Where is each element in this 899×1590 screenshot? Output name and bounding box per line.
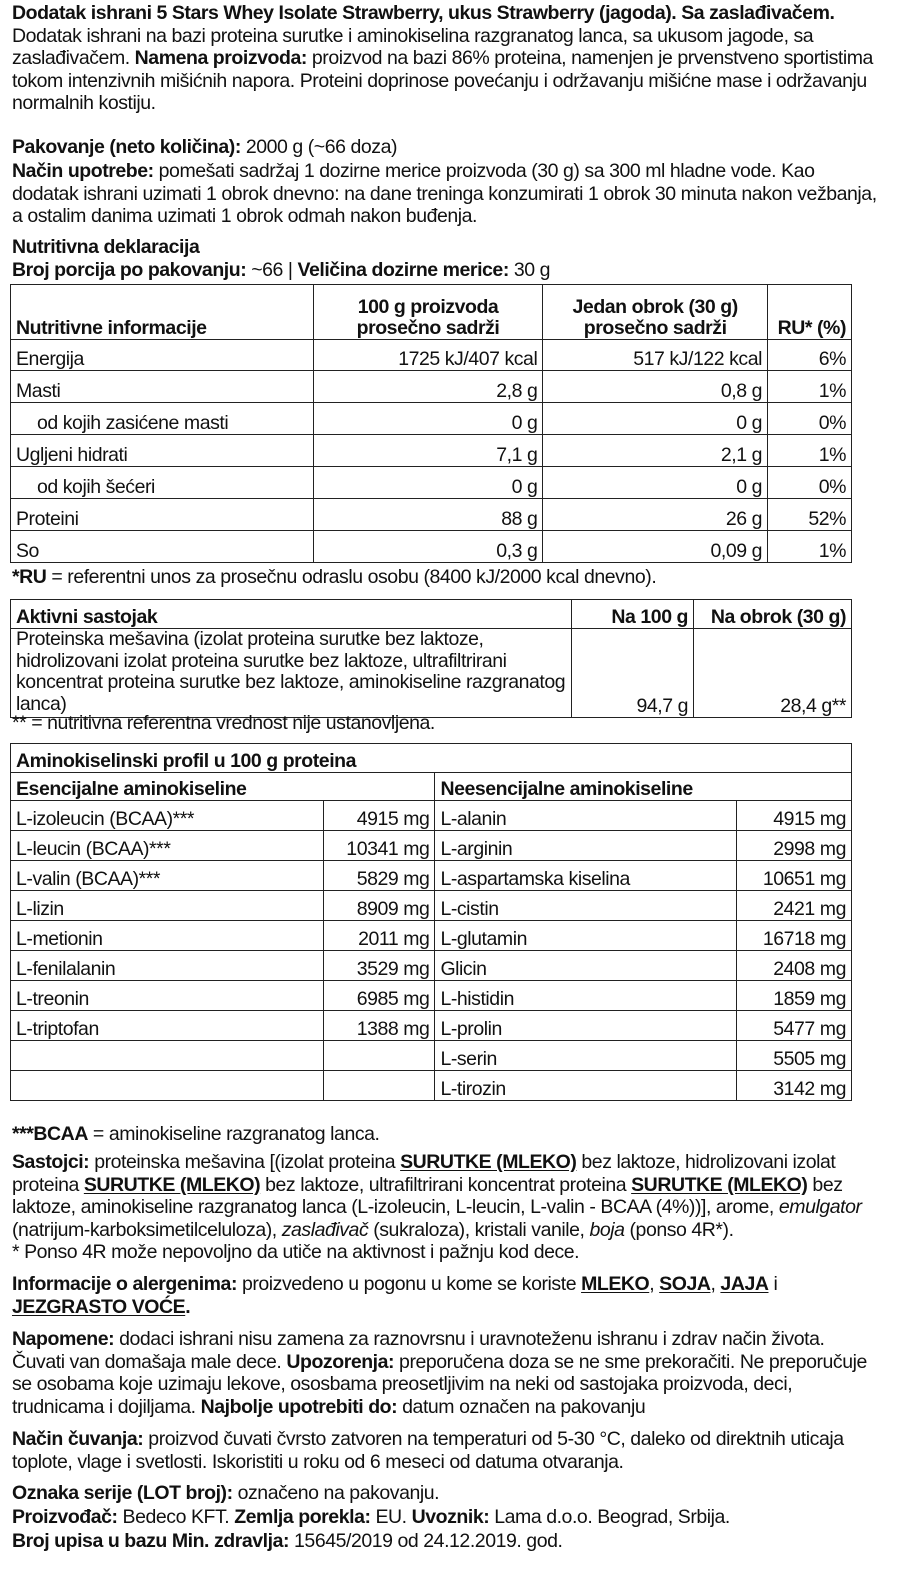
usage-label: Način upotrebe: (12, 160, 154, 182)
nonessential-value: 16718 mg (737, 921, 852, 951)
nutrient-name: od kojih šećeri (11, 467, 314, 499)
nutrient-ru: 52% (768, 499, 852, 531)
ingredients-label: Sastojci: (12, 1151, 90, 1173)
nutrient-per-serving: 0 g (543, 467, 768, 499)
amino-row (11, 831, 852, 861)
active-header-ingredient: Aktivni sastojak (16, 606, 158, 628)
nutrition-row (11, 403, 852, 435)
purpose-label: Namena proizvoda: (134, 47, 307, 69)
sweetener-term: zaslađivač (281, 1218, 369, 1241)
packaging-line (12, 136, 880, 159)
nutrition-row (11, 371, 852, 403)
essential-value: 2011 mg (323, 921, 435, 951)
essential-value (323, 1041, 435, 1071)
nutrient-per-100g: 88 g (313, 499, 543, 531)
storage-label: Način čuvanja: (12, 1428, 144, 1450)
producer-line (12, 1506, 880, 1529)
amino-row (11, 801, 852, 831)
scoop-label: Veličina dozirne merice: (297, 259, 509, 281)
nonessential-value: 4915 mg (737, 801, 852, 831)
essential-name: L-metionin (11, 921, 324, 951)
nonessential-value: 1859 mg (737, 981, 852, 1011)
amino-title: Aminokiselinski profil u 100 g proteina (16, 750, 357, 772)
ingredients-text: (natrijum-karboksimetilceluloza), (12, 1218, 282, 1241)
lot-text: označeno na pakovanju. (232, 1482, 440, 1504)
essential-name (11, 1071, 324, 1101)
emulgator-term: emulgator (778, 1196, 862, 1218)
nutrient-per-100g: 1725 kJ/407 kcal (313, 340, 543, 371)
amino-row (11, 1011, 852, 1041)
bcaa-text: = aminokiseline razgranatog lanca. (87, 1123, 380, 1145)
allergen-soy: SOJA (659, 1273, 711, 1295)
essential-value: 4915 mg (323, 801, 435, 831)
importer-text: Lama d.o.o. Beograd, Srbija. (489, 1506, 730, 1528)
lot-label: Oznaka serije (LOT broj): (12, 1482, 233, 1504)
warnings-label: Upozorenja: (286, 1350, 395, 1373)
product-title: Dodatak ishrani 5 Stars Whey Isolate Strawberry, ukus Strawberry (jagoda). Sa zaslađivačem. (12, 2, 835, 24)
producer-text: Bedeco KFT. (117, 1506, 235, 1528)
nonessential-value: 5505 mg (737, 1041, 852, 1071)
nonessential-name: Glicin (435, 951, 737, 981)
nutrient-ru: 1% (768, 435, 852, 467)
ingredients-text: (sukraloza), kristali vanile, (368, 1218, 590, 1241)
essential-value: 3529 mg (323, 951, 435, 981)
essential-name: L-fenilalanin (11, 951, 324, 981)
nonessential-name: L-arginin (435, 831, 737, 861)
nutrition-header-row (11, 285, 852, 340)
nutrient-per-serving: 2,1 g (543, 435, 768, 467)
nutrient-per-100g: 0 g (313, 467, 543, 499)
ru-text: = referentni unos za prosečnu odraslu osobu (8400 kJ/2000 kcal dnevno). (46, 566, 657, 588)
amino-row (11, 981, 852, 1011)
producer-label: Proizvođač: (12, 1506, 118, 1528)
origin-text: EU. (370, 1506, 412, 1528)
essential-value: 8909 mg (323, 891, 435, 921)
allergen-eggs: JAJA (720, 1273, 769, 1295)
nonessential-value: 2408 mg (737, 951, 852, 981)
origin-label: Zemlja porekla: (234, 1506, 371, 1528)
nutrition-table (10, 284, 852, 563)
allergen-whey: SURUTKE (MLEKO) (631, 1173, 808, 1196)
header-nutritive-info: Nutritivne informacije (16, 317, 207, 339)
bcaa-label: ***BCAA (12, 1123, 88, 1145)
essential-value: 5829 mg (323, 861, 435, 891)
nonessential-name: L-cistin (435, 891, 737, 921)
essential-value: 6985 mg (323, 981, 435, 1011)
color-term: boja (589, 1218, 625, 1241)
nutrient-name: od kojih zasićene masti (11, 403, 314, 435)
nutrient-ru: 0% (768, 467, 852, 499)
essential-header: Esencijalne aminokiseline (16, 778, 247, 800)
period: . (185, 1295, 191, 1318)
nutrition-row (11, 467, 852, 499)
servings-line (12, 259, 880, 282)
nutrition-row (11, 531, 852, 563)
essential-value: 10341 mg (323, 831, 435, 861)
bcaa-note (12, 1123, 880, 1146)
active-header-row (11, 600, 852, 629)
amino-row (11, 861, 852, 891)
scoop-value: 30 g (508, 259, 550, 281)
nonessential-name: L-histidin (435, 981, 737, 1011)
active-per-100g: 94,7 g (572, 629, 694, 718)
essential-name: L-leucin (BCAA)*** (11, 831, 324, 861)
nonessential-name: L-tirozin (435, 1071, 737, 1101)
nutrition-heading-text: Nutritivna deklaracija (12, 236, 200, 258)
storage-paragraph (12, 1428, 880, 1473)
ingredients-text: bez laktoze, hidrolizovani izolat proteina (12, 1151, 836, 1196)
header-per-serving: Jedan obrok (30 g) prosečno sadrži (572, 296, 738, 339)
usage-text: pomešati sadržaj 1 dozirne merice proizvoda (30 g) sa 300 ml hladne vode. Kao dodatak ishrani uzimati 1 obrok dnevno: na dane treninga konzumirati 1 obrok 30 minuta nakon vežbanja, a ostalim danima uzimati 1 obrok odmah nakon buđenja. (12, 160, 877, 227)
ingredients-text: bez laktoze, aminokiseline razgranatog lanca (L-izoleucin, L-leucin, L-valin - BCAA (4%))], arome, (12, 1173, 843, 1218)
header-ru: RU* (%) (777, 317, 846, 339)
nutrient-name: Proteini (11, 499, 314, 531)
nutrient-per-serving: 0 g (543, 403, 768, 435)
ponso-note: * Ponso 4R može nepovoljno da utiče na aktivnost i pažnju kod dece. (12, 1241, 580, 1263)
active-ingredient-name: Proteinska mešavina (izolat proteina surutke bez laktoze, hidrolizovani izolat proteina surutke bez laktoze, ultrafiltrirani koncentrat proteina surutke bez laktoze, aminokiseline razgranatog lanca) (11, 629, 572, 718)
allergens-text: proizvedeno u pogonu u kome se koriste (237, 1273, 582, 1295)
servings-label: Broj porcija po pakovanju: (12, 259, 247, 281)
usage-paragraph (12, 160, 880, 228)
packaging-label: Pakovanje (neto količina): (12, 136, 241, 158)
notes-label: Napomene: (12, 1328, 115, 1350)
nonessential-name: L-glutamin (435, 921, 737, 951)
lot-line (12, 1482, 880, 1505)
essential-name: L-izoleucin (BCAA)*** (11, 801, 324, 831)
nutrient-per-100g: 7,1 g (313, 435, 543, 467)
essential-value (323, 1071, 435, 1101)
nutrient-name: Ugljeni hidrati (11, 435, 314, 467)
packaging-value: 2000 g (~66 doza) (240, 136, 398, 158)
best-before-label: Najbolje upotrebiti do: (200, 1395, 398, 1418)
essential-name: L-treonin (11, 981, 324, 1011)
nonessential-value: 2998 mg (737, 831, 852, 861)
separator: , (710, 1273, 721, 1295)
allergen-milk: MLEKO (581, 1273, 650, 1295)
essential-name: L-valin (BCAA)*** (11, 861, 324, 891)
nonessential-name: L-alanin (435, 801, 737, 831)
importer-label: Uvoznik: (411, 1506, 490, 1528)
amino-title-row (11, 744, 852, 773)
allergen-whey: SURUTKE (MLEKO) (83, 1173, 261, 1196)
nutrient-name: Energija (11, 340, 314, 371)
separator: i (768, 1273, 778, 1295)
amino-row (11, 1071, 852, 1101)
purpose-text: proizvod na bazi 86% proteina, namenjen je prvenstveno sportistima tokom intenzivnih mišićnih napora. Proteini doprinose povećanju i održavanju mišićne mase i održavanju normalnih kostiju. (12, 47, 873, 114)
essential-value: 1388 mg (323, 1011, 435, 1041)
nutrient-ru: 6% (768, 340, 852, 371)
ingredients-text: (ponso 4R*). (624, 1218, 734, 1241)
notes-text: dodaci ishrani nisu zamena za raznovrsnu i uravnoteženu ishranu i zdrav način života. Čuvati van domašaja male dece. (12, 1328, 825, 1373)
active-header-per-serving: Na obrok (30 g) (710, 606, 846, 628)
amino-row (11, 1041, 852, 1071)
nutrient-name: Masti (11, 371, 314, 403)
allergen-nuts: JEZGRASTO VOĆE (12, 1295, 186, 1318)
storage-text: proizvod čuvati čvrsto zatvoren na temperaturi od 5-30 °C, daleko od direktnih uticaja toplote, vlage i svetlosti. Iskoristiti u roku od 6 meseci od datuma otvaranja. (12, 1428, 844, 1473)
separator: , (649, 1273, 660, 1295)
nutrient-per-100g: 0 g (313, 403, 543, 435)
active-ingredient-table (10, 599, 852, 718)
intro-paragraph (12, 2, 880, 115)
nutrient-name: So (11, 531, 314, 563)
nonessential-value: 3142 mg (737, 1071, 852, 1101)
best-before-text: datum označen na pakovanju (397, 1395, 646, 1418)
ru-note (12, 566, 880, 589)
nutrient-ru: 1% (768, 531, 852, 563)
notes-paragraph (12, 1328, 880, 1418)
essential-name (11, 1041, 324, 1071)
active-row (11, 629, 852, 718)
active-header-per-100g: Na 100 g (611, 606, 689, 628)
nutrient-per-serving: 26 g (543, 499, 768, 531)
nonessential-name: L-aspartamska kiselina (435, 861, 737, 891)
amino-row (11, 951, 852, 981)
nutrient-per-serving: 0,8 g (543, 371, 768, 403)
allergens-label: Informacije o alergenima: (12, 1273, 237, 1295)
servings-value: ~66 | (246, 259, 298, 281)
product-description: Dodatak ishrani na bazi proteina surutke i aminokiselina razgranatog lanca, sa ukusom jagode, sa zaslađivačem. (12, 24, 814, 69)
nutrient-ru: 1% (768, 371, 852, 403)
ingredients-text: bez laktoze, ultrafiltrirani koncentrat proteina (260, 1173, 632, 1196)
nutrient-per-100g: 2,8 g (313, 371, 543, 403)
ru-label: *RU (12, 566, 47, 588)
registration-line (12, 1530, 880, 1553)
header-per-100g: 100 g proizvoda prosečno sadrži (356, 296, 500, 339)
essential-name: L-triptofan (11, 1011, 324, 1041)
amino-acid-table (10, 743, 852, 1101)
amino-row (11, 891, 852, 921)
nonessential-name: L-serin (435, 1041, 737, 1071)
nutrition-heading (12, 236, 880, 259)
nutrient-per-serving: 0,09 g (543, 531, 768, 563)
essential-name: L-lizin (11, 891, 324, 921)
ingredients-paragraph (12, 1151, 880, 1264)
nonessential-value: 5477 mg (737, 1011, 852, 1041)
nutrition-row (11, 499, 852, 531)
registration-text: 15645/2019 od 24.12.2019. god. (289, 1530, 563, 1552)
ingredients-text: proteinska mešavina [(izolat proteina (89, 1151, 401, 1173)
registration-label: Broj upisa u bazu Min. zdravlja: (12, 1530, 290, 1552)
nutrient-ru: 0% (768, 403, 852, 435)
warnings-text: preporučena doza se ne sme prekoračiti. Ne preporučuje se osobama koje uzimaju lekove, ososbama preosetljivim na neki od sastojaka proizvoda, deci, trudnicama i dojiljama. (12, 1350, 867, 1418)
nutrition-row (11, 435, 852, 467)
amino-row (11, 921, 852, 951)
nutrient-per-serving: 517 kJ/122 kcal (543, 340, 768, 371)
nrv-note: ** = nutritivna referentna vrednost nije ustanovljena. (12, 712, 435, 734)
amino-header-row (11, 773, 852, 801)
allergen-whey: SURUTKE (MLEKO) (400, 1151, 577, 1173)
nonessential-value: 10651 mg (737, 861, 852, 891)
nutrient-per-100g: 0,3 g (313, 531, 543, 563)
allergens-paragraph (12, 1273, 880, 1318)
nonessential-name: L-prolin (435, 1011, 737, 1041)
nutrition-row (11, 340, 852, 371)
active-per-serving: 28,4 g** (694, 629, 852, 718)
nonessential-header: Neesencijalne aminokiseline (440, 778, 693, 800)
nonessential-value: 2421 mg (737, 891, 852, 921)
